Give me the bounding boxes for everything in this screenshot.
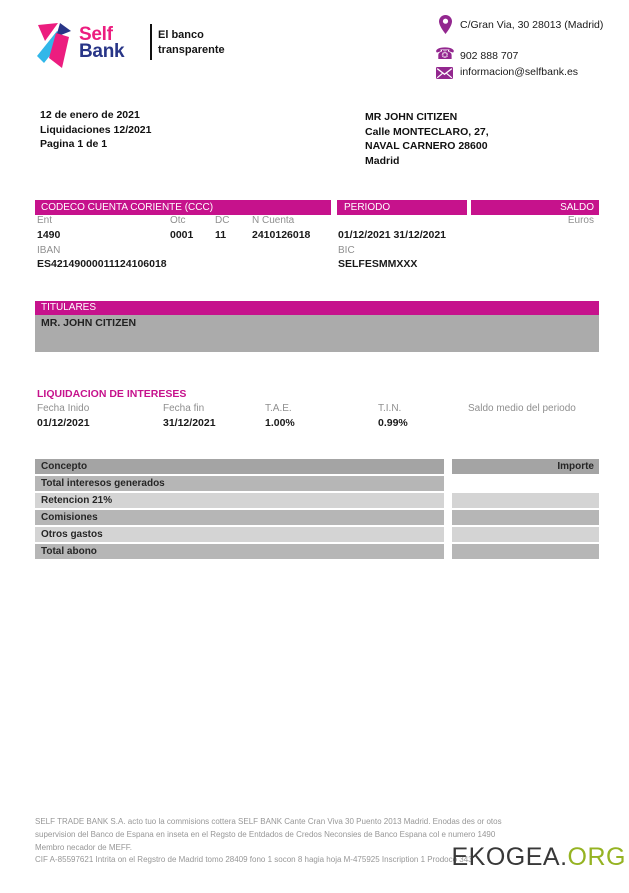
liquidacion-title: LIQUIDACION DE INTERESES [37, 388, 187, 400]
recipient-province: Madrid [365, 154, 400, 167]
value-tin: 0.99% [378, 417, 408, 429]
statement-name: Liquidaciones 12/2021 [40, 123, 152, 136]
label-euros: Euros [567, 215, 594, 226]
label-otc: Otc [170, 215, 186, 226]
section-header-saldo: SALDO [471, 200, 599, 215]
label-tae: T.A.E. [265, 403, 292, 414]
label-ent: Ent [37, 215, 53, 226]
label-fecha-inicio: Fecha Inido [37, 403, 90, 414]
logo-word-bank: Bank [79, 41, 125, 62]
label-ncuenta: N Cuenta [252, 215, 295, 226]
titulares-box [35, 315, 599, 352]
row-concepto: Retencion 21% [35, 493, 444, 508]
tagline-line2: transparente [158, 44, 225, 56]
footer-line3: Membro necador de MEFF. [35, 842, 132, 852]
brand-tagline [158, 28, 225, 58]
tagline-line1: El banco [158, 29, 204, 41]
value-periodo: 01/12/2021 31/12/2021 [338, 229, 447, 241]
phone-icon: ☎ [435, 44, 455, 63]
recipient-street: Calle MONTECLARO, 27, [365, 125, 489, 138]
recipient-city: NAVAL CARNERO 28600 [365, 140, 488, 152]
envelope-icon [436, 67, 453, 79]
value-ncuenta: 2410126018 [252, 229, 311, 241]
label-saldo-medio: Saldo medio del periodo [468, 403, 576, 414]
value-fecha-fin: 31/12/2021 [163, 417, 216, 429]
row-importe [452, 493, 599, 508]
logo-word-self: Self [79, 24, 113, 45]
row-importe [452, 544, 599, 559]
row-importe [452, 510, 599, 525]
label-tin: T.I.N. [378, 403, 402, 414]
value-iban: ES42149000011124106018 [37, 258, 167, 270]
selfbank-logo-text [79, 26, 124, 60]
row-importe [452, 476, 599, 491]
section-header-ccc: CODECO CUENTA CORIENTE (CCC) [35, 200, 331, 215]
label-iban: IBAN [37, 245, 61, 256]
bank-phone: 902 888 707 [460, 50, 519, 62]
bank-email: informacion@selfbank.es [460, 66, 579, 78]
value-bic: SELFESMMXXX [338, 258, 418, 270]
label-fecha-fin: Fecha fin [163, 403, 205, 414]
bank-address: C/Gran Via, 30 28013 (Madrid) [460, 19, 604, 31]
account-holder-name: MR. JOHN CITIZEN [41, 317, 137, 329]
row-importe [452, 527, 599, 542]
value-tae: 1.00% [265, 417, 295, 429]
watermark-tld: ORG [567, 843, 626, 871]
row-concepto: Comisiones [35, 510, 444, 525]
selfbank-logo-icon [36, 21, 71, 69]
label-bic: BIC [338, 245, 355, 256]
column-header-concepto: Concepto [35, 459, 444, 474]
value-dc: 11 [215, 229, 227, 241]
footer-line4: CIF A-85597621 Intrita on el Regstro de Madrid tomo 28409 fono 1 socon 8 hagia hoja M-475925 Inscription 1 Prodoco 343 [35, 855, 473, 865]
location-pin-icon [439, 15, 452, 34]
recipient-name: MR JOHN CITIZEN [365, 111, 458, 123]
value-otc: 0001 [170, 229, 194, 241]
section-header-periodo: PERIODO [337, 200, 467, 215]
statement-meta [40, 108, 151, 152]
value-fecha-inicio: 01/12/2021 [37, 417, 90, 429]
watermark-name: EKOGEA. [451, 843, 568, 871]
footer-line2: supervision del Banco de Espana en inseta en el Regsto de Entdados de Credos Neconsies de Banco Espana col e numero 1490 [35, 829, 496, 839]
section-header-titulares: TITULARES [35, 301, 599, 315]
statement-date: 12 de enero de 2021 [40, 109, 140, 121]
recipient-address-block [365, 110, 489, 168]
row-concepto: Otros gastos [35, 527, 444, 542]
row-concepto: Total interesos generados [35, 476, 444, 491]
statement-page-number: Pagina 1 de 1 [40, 138, 108, 150]
row-concepto: Total abono [35, 544, 444, 559]
ekogea-watermark [452, 842, 627, 872]
footer-line1: SELF TRADE BANK S.A. acto tuo la commisions cottera SELF BANK Cante Cran Viva 30 Puento 2013 Madrid. Enodas des or otos [35, 817, 502, 826]
label-dc: DC [215, 215, 230, 226]
logo-divider [150, 24, 152, 60]
column-header-importe: Importe [452, 459, 599, 474]
value-ent: 1490 [37, 229, 61, 241]
